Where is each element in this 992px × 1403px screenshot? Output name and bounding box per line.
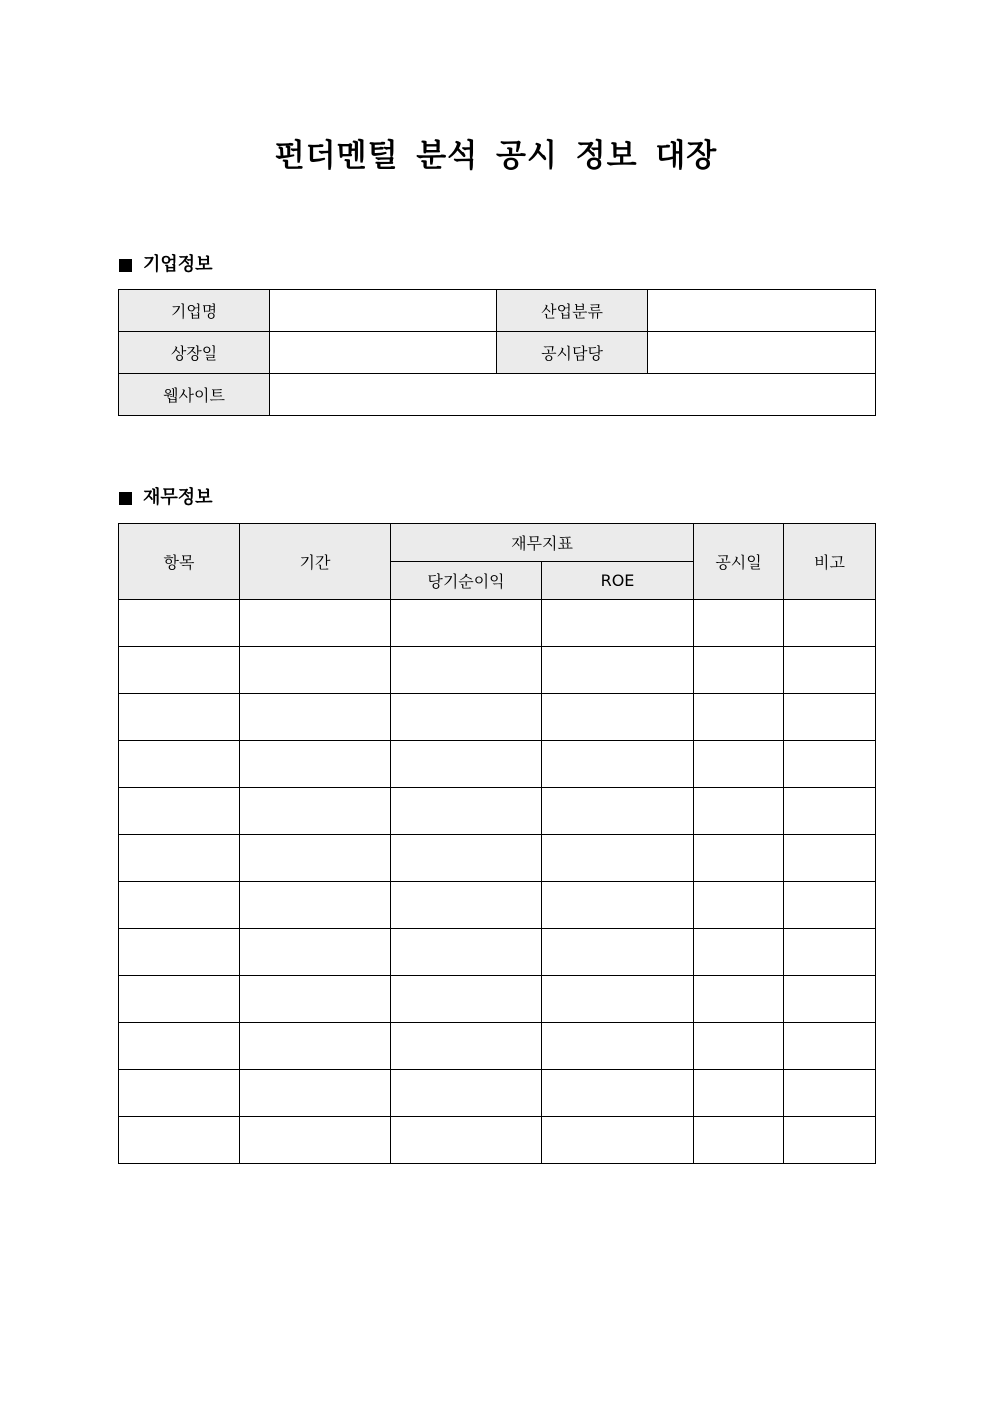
period-cell[interactable] <box>240 788 391 835</box>
website-field[interactable] <box>270 374 876 416</box>
remarks-cell[interactable] <box>784 694 876 741</box>
page-title: 펀더멘털 분석 공시 정보 대장 <box>274 138 718 174</box>
item-cell[interactable] <box>119 1023 240 1070</box>
period-cell[interactable] <box>240 976 391 1023</box>
finance-header-row <box>119 524 876 562</box>
period-header: 기간 <box>240 524 391 600</box>
company-name-field[interactable] <box>270 290 497 332</box>
item-cell[interactable] <box>119 1070 240 1117</box>
square-bullet-icon <box>119 492 132 505</box>
net-income-cell[interactable] <box>391 600 542 647</box>
disclosure-officer-field[interactable] <box>648 332 876 374</box>
period-cell[interactable] <box>240 600 391 647</box>
period-cell[interactable] <box>240 882 391 929</box>
finance-section-heading <box>119 486 213 510</box>
disclosure-date-cell[interactable] <box>694 835 784 882</box>
roe-cell[interactable] <box>542 1070 694 1117</box>
disclosure-date-cell[interactable] <box>694 929 784 976</box>
table-row <box>119 1070 876 1117</box>
disclosure-date-cell[interactable] <box>694 976 784 1023</box>
table-row <box>119 647 876 694</box>
table-row <box>119 882 876 929</box>
industry-label: 산업분류 <box>497 290 648 332</box>
roe-cell[interactable] <box>542 647 694 694</box>
table-row <box>119 929 876 976</box>
period-cell[interactable] <box>240 741 391 788</box>
disclosure-date-cell[interactable] <box>694 1023 784 1070</box>
roe-cell[interactable] <box>542 694 694 741</box>
disclosure-officer-label: 공시담당 <box>497 332 648 374</box>
period-cell[interactable] <box>240 694 391 741</box>
company-info-table <box>118 289 876 416</box>
net-income-header: 당기순이익 <box>391 562 542 600</box>
table-row <box>119 741 876 788</box>
remarks-cell[interactable] <box>784 600 876 647</box>
remarks-cell[interactable] <box>784 929 876 976</box>
disclosure-date-cell[interactable] <box>694 741 784 788</box>
remarks-header: 비고 <box>784 524 876 600</box>
net-income-cell[interactable] <box>391 1117 542 1164</box>
item-cell[interactable] <box>119 929 240 976</box>
table-row <box>119 835 876 882</box>
net-income-cell[interactable] <box>391 694 542 741</box>
disclosure-date-cell[interactable] <box>694 882 784 929</box>
remarks-cell[interactable] <box>784 882 876 929</box>
roe-cell[interactable] <box>542 741 694 788</box>
disclosure-date-header: 공시일 <box>694 524 784 600</box>
disclosure-date-cell[interactable] <box>694 694 784 741</box>
item-cell[interactable] <box>119 882 240 929</box>
item-cell[interactable] <box>119 694 240 741</box>
item-cell[interactable] <box>119 647 240 694</box>
disclosure-date-cell[interactable] <box>694 788 784 835</box>
remarks-cell[interactable] <box>784 976 876 1023</box>
square-bullet-icon <box>119 259 132 272</box>
net-income-cell[interactable] <box>391 1070 542 1117</box>
period-cell[interactable] <box>240 929 391 976</box>
company-info-row <box>119 332 876 374</box>
period-cell[interactable] <box>240 1117 391 1164</box>
period-cell[interactable] <box>240 835 391 882</box>
table-row <box>119 788 876 835</box>
remarks-cell[interactable] <box>784 835 876 882</box>
indicators-header: 재무지표 <box>391 524 694 562</box>
roe-cell[interactable] <box>542 835 694 882</box>
disclosure-date-cell[interactable] <box>694 1117 784 1164</box>
remarks-cell[interactable] <box>784 788 876 835</box>
industry-field[interactable] <box>648 290 876 332</box>
roe-cell[interactable] <box>542 788 694 835</box>
company-info-row <box>119 290 876 332</box>
disclosure-date-cell[interactable] <box>694 1070 784 1117</box>
item-cell[interactable] <box>119 741 240 788</box>
table-row <box>119 1117 876 1164</box>
remarks-cell[interactable] <box>784 1117 876 1164</box>
listing-date-field[interactable] <box>270 332 497 374</box>
finance-section-title: 재무정보 <box>143 487 213 508</box>
item-cell[interactable] <box>119 600 240 647</box>
company-section-title: 기업정보 <box>143 254 213 275</box>
disclosure-date-cell[interactable] <box>694 647 784 694</box>
table-row <box>119 600 876 647</box>
company-section-heading <box>119 253 213 277</box>
roe-cell[interactable] <box>542 1117 694 1164</box>
roe-cell[interactable] <box>542 1023 694 1070</box>
net-income-cell[interactable] <box>391 929 542 976</box>
remarks-cell[interactable] <box>784 741 876 788</box>
net-income-cell[interactable] <box>391 741 542 788</box>
roe-cell[interactable] <box>542 976 694 1023</box>
remarks-cell[interactable] <box>784 1070 876 1117</box>
company-name-label: 기업명 <box>119 290 270 332</box>
roe-cell[interactable] <box>542 882 694 929</box>
period-cell[interactable] <box>240 1070 391 1117</box>
table-row <box>119 694 876 741</box>
item-header: 항목 <box>119 524 240 600</box>
item-cell[interactable] <box>119 788 240 835</box>
period-cell[interactable] <box>240 1023 391 1070</box>
net-income-cell[interactable] <box>391 976 542 1023</box>
net-income-cell[interactable] <box>391 1023 542 1070</box>
table-row <box>119 1023 876 1070</box>
roe-cell[interactable] <box>542 600 694 647</box>
net-income-cell[interactable] <box>391 882 542 929</box>
net-income-cell[interactable] <box>391 647 542 694</box>
company-info-row <box>119 374 876 416</box>
listing-date-label: 상장일 <box>119 332 270 374</box>
roe-header: ROE <box>542 562 694 600</box>
remarks-cell[interactable] <box>784 647 876 694</box>
website-label: 웹사이트 <box>119 374 270 416</box>
disclosure-date-cell[interactable] <box>694 600 784 647</box>
period-cell[interactable] <box>240 647 391 694</box>
finance-info-table <box>118 523 876 1164</box>
finance-table-body <box>119 600 876 1164</box>
net-income-cell[interactable] <box>391 788 542 835</box>
item-cell[interactable] <box>119 835 240 882</box>
item-cell[interactable] <box>119 976 240 1023</box>
remarks-cell[interactable] <box>784 1023 876 1070</box>
item-cell[interactable] <box>119 1117 240 1164</box>
net-income-cell[interactable] <box>391 835 542 882</box>
roe-cell[interactable] <box>542 929 694 976</box>
table-row <box>119 976 876 1023</box>
